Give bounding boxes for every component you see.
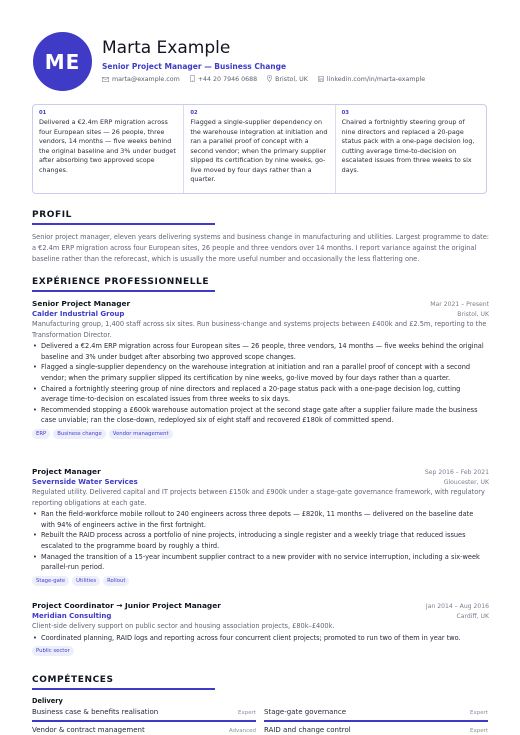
contact-location (267, 75, 308, 84)
job-description: Manufacturing group, 1,400 staff across six sites. Run business-change and systems projects between £400k and £2.5m, reporting to the Transformation Director. (32, 320, 487, 339)
profile-heading: PROFIL (32, 210, 73, 220)
job-bullet: • Flagged a single-supplier dependency on the warehouse integration at initiation and ran a parallel proof of concept with a second vendor; when the primary supplier slipped its certification by nine weeks, go-live moved by four days rather than a quarter. (32, 362, 489, 383)
job-description: Regulated utility. Delivered capital and IT projects between £150k and £900k under a stage-gate governance framework, with regulatory reporting obligations at each gate. (32, 488, 485, 507)
job-title: Project Coordinator → Junior Project Manager (32, 601, 221, 610)
job-bullet: • Delivered a €2.4m ERP migration across four European sites — 26 people, three vendors, 14 months — five weeks behind the original baseline and 3% under budget after absorbing two approved scope changes. (32, 341, 489, 362)
skill-name: RAID and change control (264, 726, 351, 734)
tag-badge: ERP (32, 429, 50, 439)
job-dates: Sep 2016 – Feb 2021 (424, 469, 489, 476)
skill-level-bar (264, 720, 488, 722)
skill-level: Expert (469, 710, 488, 716)
skill-name: Stage-gate governance (264, 708, 347, 716)
skill-group-title: Delivery (32, 697, 63, 705)
location-icon (267, 75, 272, 84)
job-entry (32, 601, 489, 656)
contact-linkedin[interactable] (318, 75, 425, 84)
tag-badge: Utilities (72, 576, 100, 586)
avatar (33, 32, 92, 91)
highlight-number: 02 (190, 110, 198, 116)
highlight-text: Delivered a €2.4m ERP migration across four European sites — 26 people, three vendors, 14 months — five weeks behind the original baseline and 3% under budget after absorbing two approved scope changes. (39, 118, 176, 174)
job-location: Gloucester, UK (443, 479, 489, 486)
job-company: Severnside Water Services (32, 478, 138, 486)
linkedin-icon (318, 76, 324, 84)
job-entry (32, 299, 489, 439)
job-dates: Jan 2014 – Aug 2016 (425, 603, 489, 610)
skill-item (264, 726, 488, 734)
highlight-item (336, 105, 486, 193)
job-description: Client-side delivery support on public sector and housing association projects, £80k–£400k. (32, 622, 335, 630)
highlight-text: Chaired a fortnightly steering group of nine directors and replaced a 20-page status pack with a one-page decision log, cutting average time-to-decision on escalated issues from three weeks to six days. (341, 118, 475, 174)
skill-level: Advanced (228, 728, 256, 734)
contact-email-text: marta@example.com (112, 76, 180, 83)
highlight-item (184, 105, 335, 193)
skills-heading: COMPÉTENCES (32, 675, 114, 685)
job-company: Meridian Consulting (32, 612, 112, 620)
skill-name: Business case & benefits realisation (32, 708, 159, 716)
job-location: Cardiff, UK (456, 613, 489, 620)
job-tags (32, 576, 489, 586)
skill-item (32, 708, 256, 722)
job-bullet: • Chaired a fortnightly steering group of nine directors and replaced a 20-page status pack with a one-page decision log, cutting average time-to-decision on escalated issues from three weeks to six days. (32, 384, 489, 405)
job-tags (32, 646, 489, 656)
job-title: Senior Project Manager (32, 299, 131, 308)
job-bullets (32, 509, 489, 573)
contact-location-text: Bristol, UK (275, 76, 308, 83)
experience-heading: EXPÉRIENCE PROFESSIONNELLE (32, 277, 210, 287)
profile-heading-underline (32, 223, 215, 225)
phone-icon (190, 75, 195, 84)
skill-item (264, 708, 488, 722)
job-bullet: • Recommended stopping a £600k warehouse automation project at the second stage gate after a supplier failure made the business case unviable; ran the close-down, redeployed six of eight staff and recovered £180k of committed spend. (32, 405, 489, 426)
tag-badge: Business change (53, 429, 106, 439)
skill-level: Expert (237, 710, 256, 716)
candidate-name: Marta Example (102, 38, 231, 58)
skill-name: Vendor & contract management (32, 726, 145, 734)
skill-level: Expert (469, 728, 488, 734)
tag-badge: Rollout (103, 576, 129, 586)
experience-heading-underline (32, 290, 215, 292)
job-location: Bristol, UK (457, 311, 489, 318)
highlight-text: Flagged a single-supplier dependency on the warehouse integration at initiation and ran a parallel proof of concept with a second vendor; when the primary supplier slipped its certification by nine weeks, go-live moved by four days rather than a quarter. (190, 118, 328, 183)
skill-level-bar (32, 720, 256, 722)
skill-item (32, 726, 256, 734)
job-entry (32, 467, 489, 586)
skills-heading-underline (32, 688, 215, 690)
contact-email[interactable] (102, 75, 180, 84)
highlight-item (33, 105, 184, 193)
avatar-initials: ME (44, 49, 81, 74)
job-company: Calder Industrial Group (32, 310, 125, 318)
job-bullet: • Coordinated planning, RAID logs and reporting across four concurrent client projects; promoted to run two of them in year two. (32, 633, 489, 644)
job-bullets (32, 341, 489, 426)
highlight-number: 03 (341, 110, 349, 116)
candidate-role: Senior Project Manager — Business Change (102, 62, 287, 71)
job-bullet: • Ran the field-workforce mobile rollout to 240 engineers across three depots — £820k, 11 months — delivered on the baseline date with 94% of engineers active in the first fortnight. (32, 509, 489, 530)
highlight-number: 01 (39, 110, 47, 116)
job-bullet: • Rebuilt the RAID process across a portfolio of nine projects, introducing a single register and a weekly triage that reduced issues escalated to the programme board by roughly a third. (32, 530, 489, 551)
profile-text: Senior project manager, eleven years delivering systems and business change in manufacturing and utilities. Largest programme to date: a €2.4m ERP migration across four European sites, 26 people and three vendors over 14 months. I report variance against the original baseline rather than the reforecast, which is usually the more useful number and occasionally the less flattering one. (32, 233, 489, 263)
highlights-box (32, 104, 487, 194)
tag-badge: Stage-gate (32, 576, 69, 586)
job-title: Project Manager (32, 467, 101, 476)
contact-phone[interactable] (190, 75, 257, 84)
job-bullets (32, 633, 489, 644)
contact-phone-text: +44 20 7946 0688 (197, 76, 258, 83)
job-tags (32, 429, 489, 439)
contact-list (102, 75, 425, 84)
contact-linkedin-text: linkedin.com/in/marta-example (326, 76, 426, 83)
envelope-icon (102, 76, 109, 84)
job-dates: Mar 2021 – Present (430, 301, 489, 308)
tag-badge: Vendor management (109, 429, 173, 439)
job-bullet: • Managed the transition of a 15-year incumbent supplier contract to a new provider with no service interruption, including a six-week parallel-run period. (32, 552, 489, 573)
tag-badge: Public sector (32, 646, 74, 656)
